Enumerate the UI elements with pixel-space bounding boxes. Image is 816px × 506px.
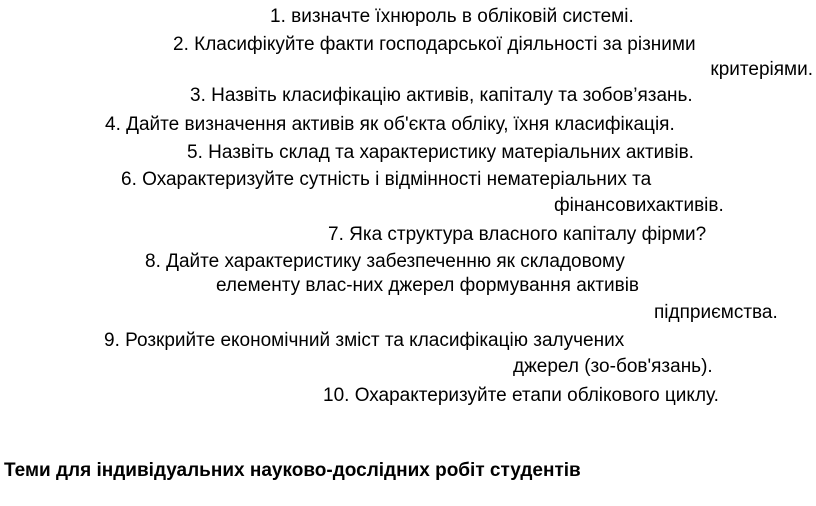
question-6-line-1: 6. Охарактеризуйте сутність і відмінності нематеріальних та	[121, 169, 652, 190]
question-2-line-2: критеріями.	[710, 59, 813, 80]
question-4-line-1: 4. Дайте визначення активів як об'єкта обліку, їхня класифікація.	[105, 114, 675, 135]
question-5-line-1: 5. Назвіть склад та характеристику матеріальних активів.	[187, 142, 694, 163]
question-10-line-1: 10. Охарактеризуйте етапи облікового циклу.	[323, 385, 719, 406]
question-8-line-2: елементу влас-них джерел формування активів	[216, 275, 640, 296]
question-6-line-2: фінансовихактивів.	[554, 195, 724, 216]
question-2-line-1: 2. Класифікуйте факти господарської діяльності за різними	[173, 34, 696, 55]
section-heading: Теми для індивідуальних науково-дослідних робіт студентів	[4, 460, 581, 481]
question-8-line-1: 8. Дайте характеристику забезпеченню як складовому	[145, 251, 625, 272]
question-8-line-3: підприємства.	[654, 302, 778, 323]
question-1-line-1: 1. визначте їхнюроль в обліковій системі.	[270, 6, 634, 27]
question-9-line-2: джерел (зо-бов'язань).	[513, 356, 713, 377]
question-7-line-1: 7. Яка структура власного капіталу фірми?	[328, 224, 707, 245]
question-9-line-1: 9. Розкрийте економічний зміст та класифікацію залучених	[104, 330, 625, 351]
question-3-line-1: 3. Назвіть класифікацію активів, капіталу та зобов’язань.	[190, 85, 693, 106]
